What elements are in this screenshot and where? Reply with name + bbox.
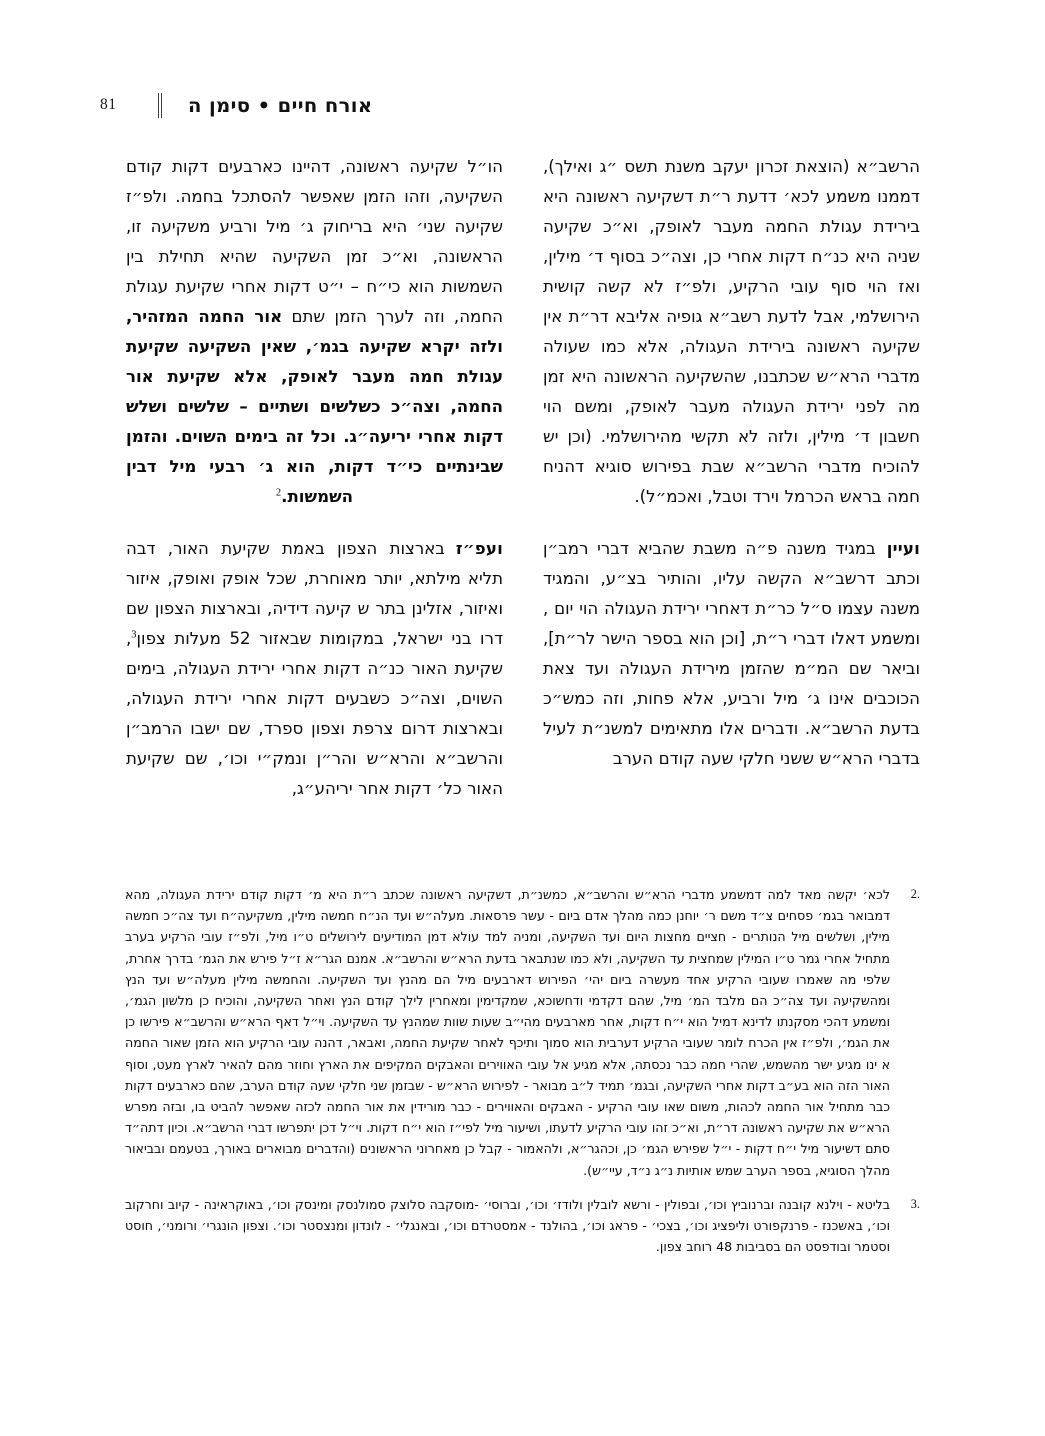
footnote-marker-3[interactable]: 3 bbox=[131, 629, 137, 641]
footnote-text: לכא׳ יקשה מאד למה דמשמע מדברי הרא״ש והרשב״א, כמשנ״ת, דשקיעה ראשונה שכתב ר״ת היא מ׳ דקות קודם ירידת העגולה, מהא דמבואר בגמ׳ פסחים צ״ד משם ר׳ יוחנן כמה מהלך אדם ביום - עשר פרסאות. מעלה״ש ועד הנ״ח חמשה מילין, משקיעה״ח ועד צה״כ חמשה מילין, ושלשים מיל הנותרים - חציים מחצות היום ועד השקיעה, ומניה למד עולא דמן המודיעים לירושלים ט״ו מיל, ולפ״ז עובי הרקיע בערב מתחיל אחרי גמר ט״ו המילין שמחצית עד השקיעה, ולא כמו שנתבאר בדעת הרא״ש והרשב״א. אמנם הגר״א ז״ל פירש את הגמ׳ בדרך אחרת, שלפי מה שאמרו שעובי הרקיע אחד מעשרה ביום יהי׳ הפירוש דארבעים מיל הם מהנץ ועד השקיעה. והחמשה מילין מעלה״ש ועד הנץ ומהשקיעה ועד צה״כ הם מלבד המ׳ מיל, שהם דקדמי ודחשוכא, שמקדימין ומאחרין לילך קודם הנץ ואחר השקיעה, והוכיח כן מלשון הגמ׳, ומשמע דהכי מסקנתו לדינא דמיל הוא י״ח דקות, אחר מארבעים מהי״ב שעות שוות שמהנץ עד השקיעה. וי״ל דאף הרא״ש והרשב״א פירשו כן את הגמ׳, ולפ״ז אין הכרח לומר שעובי הרקיע דערבית הוא סמוך ותיכף לאחר שקיעת החמה, ואבאר, דהנה עובי הרקיע הוא הזמן שאור החמה א ינו מגיע ישר מהשמש, שהרי חמה כבר נכסתה, אלא מגיע אל עובי האווירים והאבקים המקיפים את הארץ וחוזר מהם להאיר לארץ מעט, וסוף האור הזה הוא בע״ב דקות אחרי השקיעה, ובגמ׳ תמיד ל״ב מבואר - לפירוש הרא״ש - שבזמן שני חלקי שעה קודם הערב, שהם כארבעים דקות כבר מתחיל אור החמה לכהות, משום שאו עובי הרקיע - האבקים והאווירים - כבר מורידין את אור החמה לכזה שאפשר להביט בו, ובזה מפרש הרא״ש את שקיעה ראשונה דר״ת, וא״כ זהו עובי הרקיע לדעתו, ושיעור מיל לפי״ז הוא י״ח דקות. וי״ל דכן יתפרשו דברי הרשב״א. וכיון דתה״ד סתם דשיעור מיל י״ח דקות - י״ל שפירש הגמ׳ כן, וכהגר״א, ולהאמור - קבל כן מאחרוני הראשונים (והדברים מבוארים באורך, בטעמם ובביאור מהלך הסוגיא, בספר הערב שמש אותיות נ״ג נ״ד, עיי״ש). bbox=[125, 887, 890, 1178]
page-number: 81 bbox=[100, 96, 117, 113]
paragraph-left-2 bbox=[126, 534, 503, 804]
footnote-number: 2. bbox=[910, 887, 920, 901]
paragraph-text-before-marker: בארצות הצפון באמת שקיעת האור, דבה תליא מילתא, יותר מאוחרת, שכל אופק ואופק, איזור ואיזור, אזלינן בתר ש קיעה דידיה, ובארצות הצפון שם דרו בני ישראל, במקומות שבאזור 52 מעלות צפון bbox=[126, 539, 503, 648]
paragraph-left-1 bbox=[126, 152, 503, 512]
paragraph-text-after-marker: , שקיעת האור כנ״ה דקות אחרי ירידת העגולה, בימים השוים, וצה״כ כשבעים דקות אחרי ירידת העגולה, ובארצות דרום צרפת וצפון ספרד, שם ישבו הרמב״ן והרשב״א והרא״ש והר״ן ונמק״י וכו׳, שם שקיעת האור כל׳ דקות אחר יריהע״ג, bbox=[126, 629, 503, 798]
column-left bbox=[126, 152, 503, 842]
footnote-text: בליטא - וילנא קובנה וברנוביץ וכו׳, ובפולין - ורשא לובלין ולודז׳ וכו׳, וברוסי׳ -מוסקבה סלוצק סמולנסק ומינסק וכו׳, באוקראינה - קיוב וחרקוב וכו׳, באשכנז - פרנקפורט וליפציג וכו׳, בצכי׳ - פראג וכו׳, בהולנד - אמסטרדם וכו׳, ובאנגלי׳ - לונדון ומנצסטר וכו׳. וצפון הונגרי׳ ורומני׳, חוסט וסטמר ובודפסט הם בסביבות 48 רוחב צפון. bbox=[125, 1196, 890, 1255]
paragraph-right-1 bbox=[543, 152, 920, 512]
paragraph-lead-word: ועיין bbox=[886, 539, 920, 558]
footnote-marker-2[interactable]: 2 bbox=[275, 487, 282, 499]
paragraph-text-plain: הו״ל שקיעה ראשונה, דהיינו כארבעים דקות קודם השקיעה, וזהו הזמן שאפשר להסתכל בחמה. ולפ״ז שקיעה שני׳ היא בריחוק ג׳ מיל ורביע משקיעה זו, הראשונה, וא״כ זמן השקיעה שהיא תחילת בין השמשות הוא כי״ח – י״ט דקות אחרי שקיעת עגולת החמה, וזה לערך הזמן שתם bbox=[126, 157, 503, 326]
footnotes-section bbox=[125, 884, 920, 1270]
paragraph-right-2 bbox=[543, 534, 920, 774]
paragraph-text: במגיד משנה פ״ה משבת שהביא דברי רמב״ן וכתב דרשב״א הקשה עליו, והותיר בצ״ע, והמגיד משנה עצמו ס״ל כר״ת דאחרי ירידת העגולה הוי יום , ומשמע דאלו דברי ר״ת, [וכן הוא בספר הישר לר״ת], וביאר שם המ״מ שהזמן מירידת העגולה ועד צאת הכוכבים אינו ג׳ מיל ורביע, אלא פחות, וזה כמש״כ בדעת הרשב״א. ודברים אלו מתאימים למשנ״ת לעיל בדברי הרא״ש ששני חלקי שעה קודם הערב bbox=[543, 539, 920, 768]
paragraph-text-emphasis: אור החמה המזהיר, ולזה יקרא שקיעה בגמ׳, שאין השקיעה שקיעת עגולת חמה מעבר לאופק, אלא שקיעת אור החמה, וצה״כ כשלשים ושתיים – שלשים ושלש דקות אחרי יריעה״ג. וכל זה בימים השוים. והזמן שבינתיים כי״ד דקות, הוא ג׳ רבעי מיל דבין השמשות. bbox=[126, 307, 503, 506]
paragraph-lead-word: ועפ״ז bbox=[455, 539, 503, 558]
body-columns bbox=[125, 152, 920, 842]
footnote-number: 3. bbox=[910, 1196, 920, 1211]
page-title: אורח חיים • סימן ה bbox=[188, 93, 373, 117]
running-head bbox=[100, 88, 945, 122]
footnote-item bbox=[125, 884, 920, 1181]
paragraph-text: הרשב״א (הוצאת זכרון יעקב משנת תשס ״ג ואילך), דממנו משמע לכא׳ דדעת ר״ת דשקיעה ראשונה היא בירידת עגולת החמה מעבר לאופק, וא״כ שקיעה שניה היא כנ״ח דקות אחרי כן, וצה״כ בסוף ד׳ מילין, ואז הוי סוף עובי הרקיע, ולפ״ז לא קשה קושית הירושלמי, אבל לדעת רשב״א גופיה אליבא דר״ת אין שקיעה ראשונה בירידת העגולה, אלא כמו שעולה מדברי הרא״ש שכתבנו, שהשקיעה הראשונה היא זמן מה לפני ירידת העגולה מעבר לאופק, ומשם הוי חשבון ד׳ מילין, ולזה לא תקשי מהירושלמי. (וכן יש להוכיח מדברי הרשב״א שבת בפירוש סוגיא דהניח חמה בראש הכרמל וירד וטבל, ואכמ״ל). bbox=[543, 157, 920, 506]
footnote-item bbox=[125, 1194, 920, 1258]
double-vertical-rule-icon bbox=[158, 93, 162, 118]
column-right bbox=[543, 152, 920, 842]
